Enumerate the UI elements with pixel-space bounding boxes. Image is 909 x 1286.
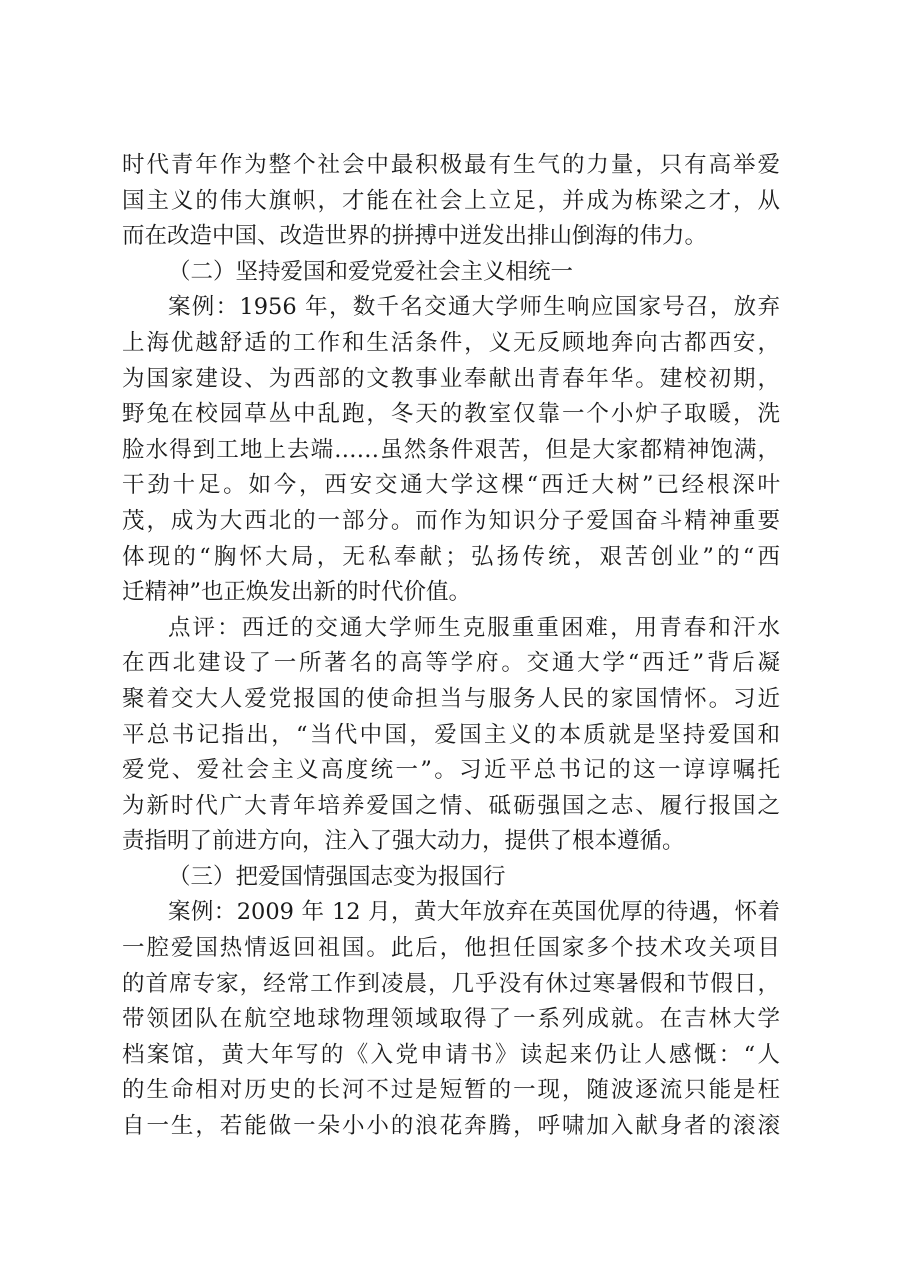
- paragraph-line: 为国家建设、为西部的文教事业奉献出青春年华。建校初期，: [122, 365, 780, 392]
- paragraph-first-line: （三）把爱国情强国志变为报国行: [168, 863, 506, 890]
- paragraph-line: 聚着交大人爱党报国的使命担当与服务人民的家国情怀。习近: [122, 685, 780, 712]
- paragraph-line: 在西北建设了一所著名的高等学府。交通大学“西迁”背后凝: [122, 650, 780, 677]
- paragraph-line: 国主义的伟大旗帜，才能在社会上立足，并成为栋梁之才，从: [122, 187, 780, 214]
- paragraph-line: 责指明了前进方向，注入了强大动力，提供了根本遵循。: [122, 828, 685, 855]
- paragraph-line: 体现的“胸怀大局，无私奉献；弘扬传统，艰苦创业”的“西: [122, 543, 780, 570]
- document-body: [122, 148, 780, 1145]
- paragraph-line: 干劲十足。如今，西安交通大学这棵“西迁大树”已经根深叶: [122, 472, 780, 499]
- paragraph-line: 野兔在校园草丛中乱跑，冬天的教室仅靠一个小炉子取暖，洗: [122, 401, 780, 428]
- paragraph-line: 迁精神”也正焕发出新的时代价值。: [122, 579, 472, 606]
- paragraph-first-line: 案例：2009 年 12 月，黄大年放弃在英国优厚的待遇，怀着: [168, 899, 780, 926]
- paragraph-line: 档案馆，黄大年写的《入党申请书》读起来仍让人感慨：“人: [122, 1041, 780, 1068]
- paragraph-line: 脸水得到工地上去端……虽然条件艰苦，但是大家都精神饱满，: [122, 436, 780, 463]
- paragraph-line: 时代青年作为整个社会中最积极最有生气的力量，只有高举爱: [122, 152, 780, 178]
- paragraph-first-line: 案例：1956 年，数千名交通大学师生响应国家号召，放弃: [168, 294, 780, 321]
- paragraph-line: 而在改造中国、改造世界的拼搏中迸发出排山倒海的伟力。: [122, 223, 708, 250]
- paragraph-line: 茂，成为大西北的一部分。而作为知识分子爱国奋斗精神重要: [122, 507, 780, 534]
- paragraph-line: 平总书记指出，“当代中国，爱国主义的本质就是坚持爱国和: [122, 721, 780, 748]
- paragraph-line: 的首席专家，经常工作到凌晨，几乎没有休过寒暑假和节假日，: [122, 970, 780, 997]
- paragraph-line: 自一生，若能做一朵小小的浪花奔腾，呼啸加入献身者的滚滚: [122, 1113, 780, 1140]
- paragraph-line: 上海优越舒适的工作和生活条件，义无反顾地奔向古都西安，: [122, 329, 780, 356]
- paragraph-first-line: 点评：西迁的交通大学师生克服重重困难，用青春和汗水: [168, 614, 780, 641]
- paragraph-line: 为新时代广大青年培养爱国之情、砥砺强国之志、履行报国之: [122, 792, 780, 819]
- paragraph-line: 一腔爱国热情返回祖国。此后，他担任国家多个技术攻关项目: [122, 935, 780, 962]
- paragraph-line: 带领团队在航空地球物理领域取得了一系列成就。在吉林大学: [122, 1006, 780, 1033]
- paragraph-first-line: （二）坚持爱国和爱党爱社会主义相统一: [168, 258, 574, 285]
- paragraph-line: 爱党、爱社会主义高度统一”。习近平总书记的这一谆谆嘱托: [122, 757, 780, 784]
- paragraph-line: 的生命相对历史的长河不过是短暂的一现，随波逐流只能是枉: [122, 1077, 780, 1104]
